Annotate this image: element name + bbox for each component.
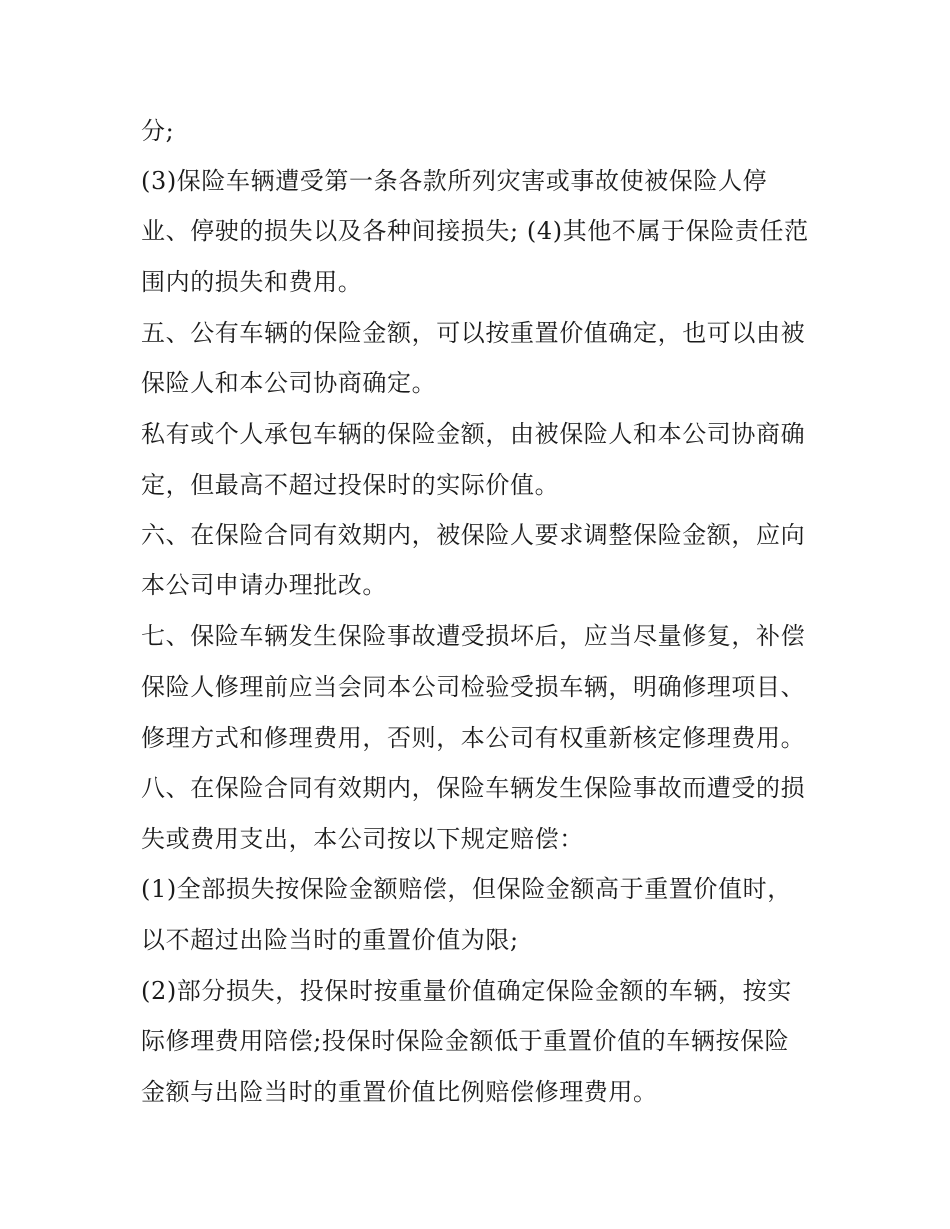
text-line: 保险人和本公司协商确定。	[141, 369, 437, 397]
text-line: (1)全部损失按保险金额赔偿，但保险金额高于重置价值时，	[141, 875, 792, 903]
text-line: 以不超过出险当时的重置价值为限;	[141, 926, 519, 954]
text-line: 七、保险车辆发生保险事故遭受损坏后，应当尽量修复，补偿	[141, 622, 806, 650]
text-line: 际修理费用陪偿;投保时保险金额低于重置价值的车辆按保险	[141, 1027, 790, 1055]
text-line: 定，但最高不超过投保时的实际价值。	[141, 471, 560, 499]
text-line: 六、在保险合同有效期内，被保险人要求调整保险金额，应向	[141, 521, 806, 549]
text-line: (3)保险车辆遭受第一条各款所列灾害或事故使被保险人停	[141, 167, 768, 195]
text-line: 业、停驶的损失以及各种间接损失; (4)其他不属于保险责任范	[141, 217, 809, 245]
text-line: 修理方式和修理费用，否则，本公司有权重新核定修理费用。	[141, 724, 806, 752]
text-line: 本公司申请办理批改。	[141, 571, 387, 599]
text-line: 私有或个人承包车辆的保险金额，由被保险人和本公司协商确	[141, 420, 806, 448]
text-line: 分;	[141, 117, 175, 145]
text-line: 失或费用支出，本公司按以下规定赔偿：	[141, 825, 584, 853]
text-line: 保险人修理前应当会同本公司检验受损车辆，明确修理项目、	[141, 673, 806, 701]
text-line: (2)部分损失，投保时按重量价值确定保险金额的车辆，按实	[141, 977, 792, 1005]
text-line: 围内的损失和费用。	[141, 268, 363, 296]
text-line: 五、公有车辆的保险金额，可以按重置价值确定，也可以由被	[141, 319, 806, 347]
text-line: 八、在保险合同有效期内，保险车辆发生保险事故而遭受的损	[141, 774, 806, 802]
text-line: 金额与出险当时的重置价值比例赔偿修理费用。	[141, 1078, 658, 1106]
